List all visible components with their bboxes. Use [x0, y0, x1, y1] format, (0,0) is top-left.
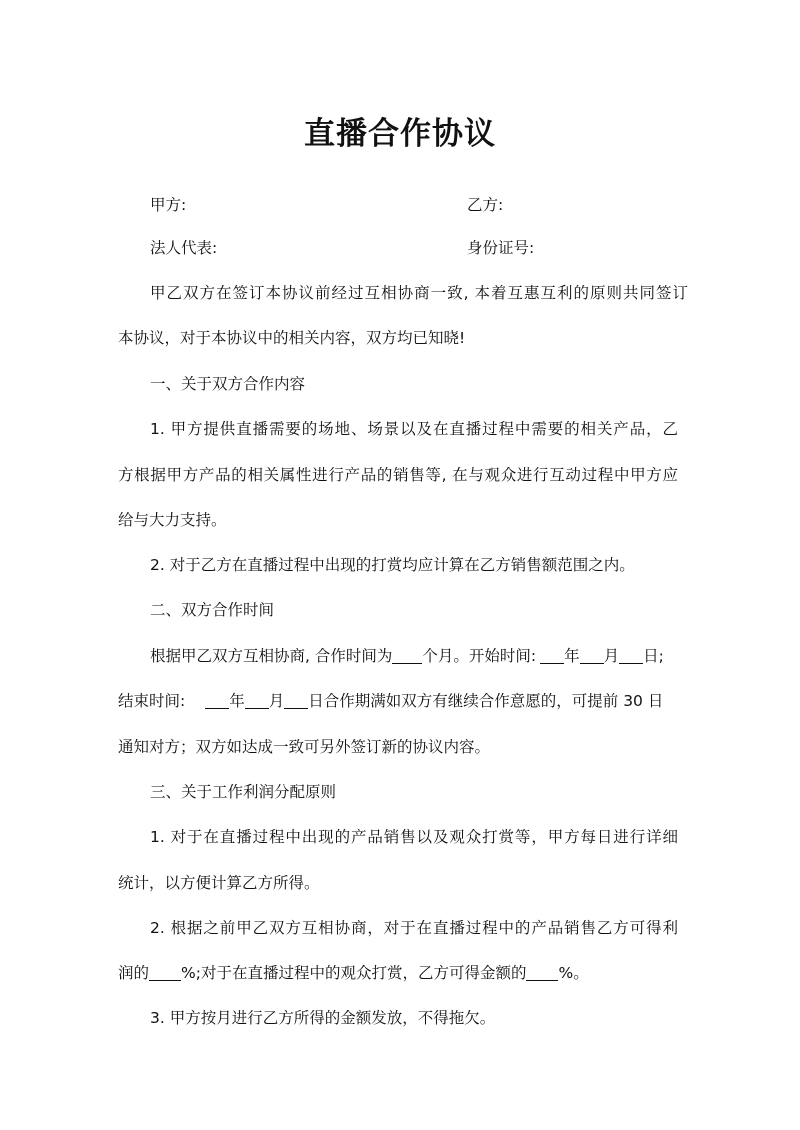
party-b-label: 乙方: — [467, 196, 504, 214]
section-3-item-2-line-2-text-c: %。 — [558, 964, 589, 982]
end-day-blank — [284, 692, 308, 709]
section-1-item-1-line-1: 1. 甲方提供直播需要的场地、场景以及在直播过程中需要的相关产品，乙 — [150, 420, 678, 438]
section-2-line-1-text-b: 个月。开始时间: — [422, 647, 537, 665]
id-number-label: 身份证号: — [467, 239, 535, 257]
section-2-line-1-text-a: 根据甲乙双方互相协商, 合作时间为 — [150, 647, 393, 665]
section-3-item-2-line-2-text-b: %;对于在直播过程中的观众打赏，乙方可得金额的 — [181, 964, 527, 982]
section-1-item-2: 2. 对于乙方在直播过程中出现的打赏均应计算在乙方销售额范围之内。 — [150, 556, 635, 574]
section-3-item-3: 3. 甲方按月进行乙方所得的金额发放，不得拖欠。 — [150, 1009, 496, 1027]
section-1-item-1-line-3: 给与大力支持。 — [118, 511, 227, 529]
section-1-item-1-line-2: 方根据甲方产品的相关属性进行产品的销售等, 在与观众进行互动过程中甲方应 — [118, 466, 678, 484]
section-3-item-2-line-2 — [118, 962, 688, 984]
document-title: 直播合作协议 — [304, 116, 496, 152]
start-month-blank — [580, 647, 604, 664]
end-month-label: 月 — [268, 692, 285, 710]
party-a-label: 甲方: — [150, 196, 187, 214]
start-month-label: 月 — [603, 647, 620, 665]
section-3-heading: 三、关于工作利润分配原则 — [150, 783, 337, 801]
months-blank — [392, 647, 422, 664]
start-day-blank — [619, 647, 643, 664]
end-month-blank — [245, 692, 269, 709]
section-2-line-2-text-a: 结束时间: — [118, 692, 186, 710]
intro-line-1: 甲乙双方在签订本协议前经过互相协商一致, 本着互惠互利的原则共同签订 — [150, 284, 688, 302]
start-year-blank — [540, 647, 564, 664]
intro-line-2: 本协议，对于本协议中的相关内容，双方均已知晓! — [118, 329, 466, 347]
end-year-label: 年 — [229, 692, 245, 710]
start-day-label: 日; — [643, 647, 664, 665]
section-2-line-3: 通知对方；双方如达成一致可另外签订新的协议内容。 — [118, 738, 491, 756]
section-3-item-2-line-1: 2. 根据之前甲乙双方互相协商，对于在直播过程中的产品销售乙方可得利 — [150, 919, 678, 937]
section-3-item-1-line-2: 统计，以方便计算乙方所得。 — [118, 874, 320, 892]
section-2-heading: 二、双方合作时间 — [150, 601, 275, 619]
sales-share-blank — [149, 964, 181, 981]
start-year-label: 年 — [564, 647, 580, 665]
tips-share-blank — [526, 964, 558, 981]
section-2-line-2-text-d: 日合作期满如双方有继续合作意愿的，可提前 30 日 — [308, 692, 664, 710]
section-3-item-2-line-2-text-a: 润的 — [118, 964, 150, 982]
section-1-heading: 一、关于双方合作内容 — [150, 375, 306, 393]
section-3-item-1-line-1: 1. 对于在直播过程中出现的产品销售以及观众打赏等，甲方每日进行详细 — [150, 828, 678, 846]
legal-rep-label: 法人代表: — [150, 239, 218, 257]
section-2-line-2 — [118, 690, 688, 712]
section-2-line-1 — [150, 645, 720, 667]
end-year-blank — [205, 692, 229, 709]
